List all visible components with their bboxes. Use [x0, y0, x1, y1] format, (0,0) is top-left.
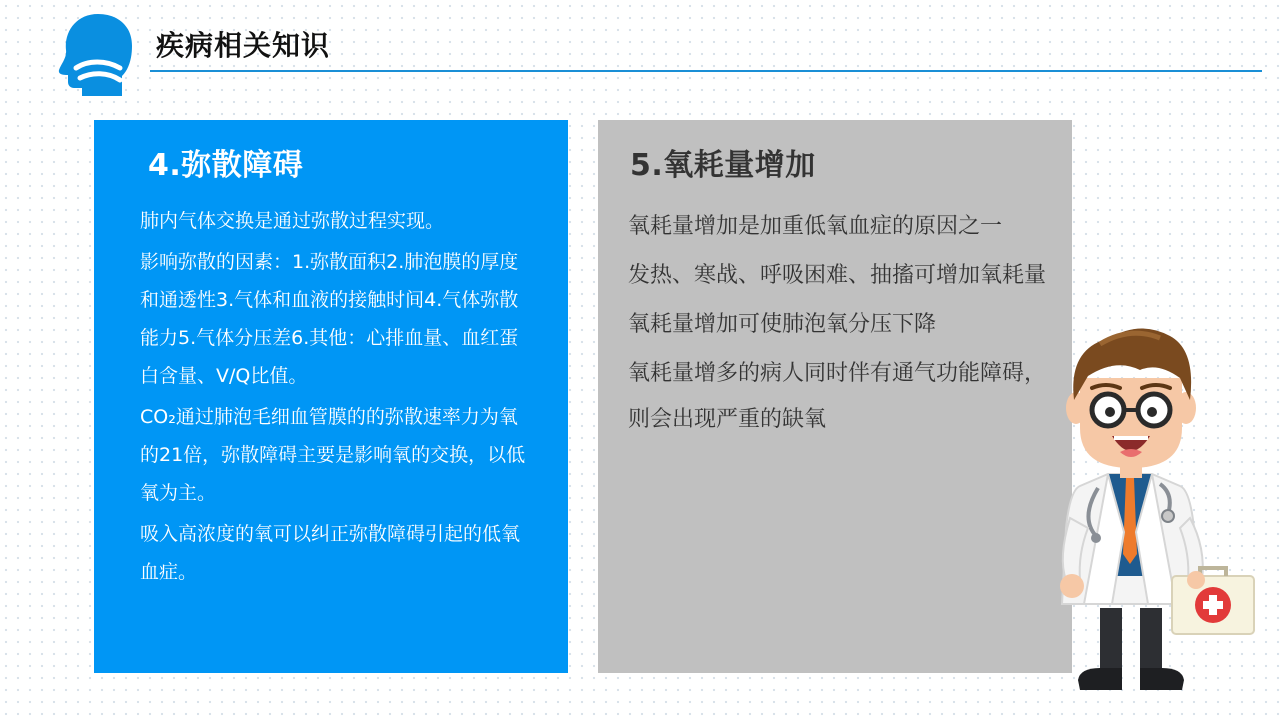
oxygen-paragraph: 氧耗量增加可使肺泡氧分压下降	[628, 312, 937, 337]
diffusion-paragraph: 吸入高浓度的氧可以纠正弥散障碍引起的低氧血症。	[140, 523, 521, 583]
diffusion-paragraph: 肺内气体交换是通过弥散过程实现。	[140, 210, 445, 232]
oxygen-consumption-panel	[598, 120, 1072, 673]
oxygen-paragraph: 氧耗量增多的病人同时伴有通气功能障碍，则会出现严重的缺氧	[628, 361, 1047, 432]
diffusion-text-list	[140, 202, 526, 594]
diffusion-disorder-panel	[94, 120, 568, 673]
diffusion-paragraph: CO₂通过肺泡毛细血管膜的的弥散速率力为氧的21倍，弥散障碍主要是影响氧的交换，以低氧为主。	[140, 406, 526, 504]
oxygen-paragraph: 氧耗量增加是加重低氧血症的原因之一	[628, 214, 1003, 239]
panel-title-oxygen: 5.氧耗量增加	[630, 148, 816, 183]
head-profile-icon	[58, 12, 132, 96]
doctor-illustration	[1040, 318, 1280, 694]
diffusion-paragraph: 影响弥散的因素：1.弥散面积2.肺泡膜的厚度和通透性3.气体和血液的接触时间4.气体弥散能力5.气体分压差6.其他：心排血量、血红蛋白含量、V/Q比值。	[140, 251, 519, 387]
oxygen-paragraph: 发热、寒战、呼吸困难、抽搐可增加氧耗量	[628, 263, 1047, 288]
panel-title-diffusion: 4.弥散障碍	[148, 148, 304, 183]
header-divider	[150, 70, 1262, 72]
page-title: 疾病相关知识	[156, 29, 331, 62]
oxygen-text-list	[628, 204, 1048, 446]
